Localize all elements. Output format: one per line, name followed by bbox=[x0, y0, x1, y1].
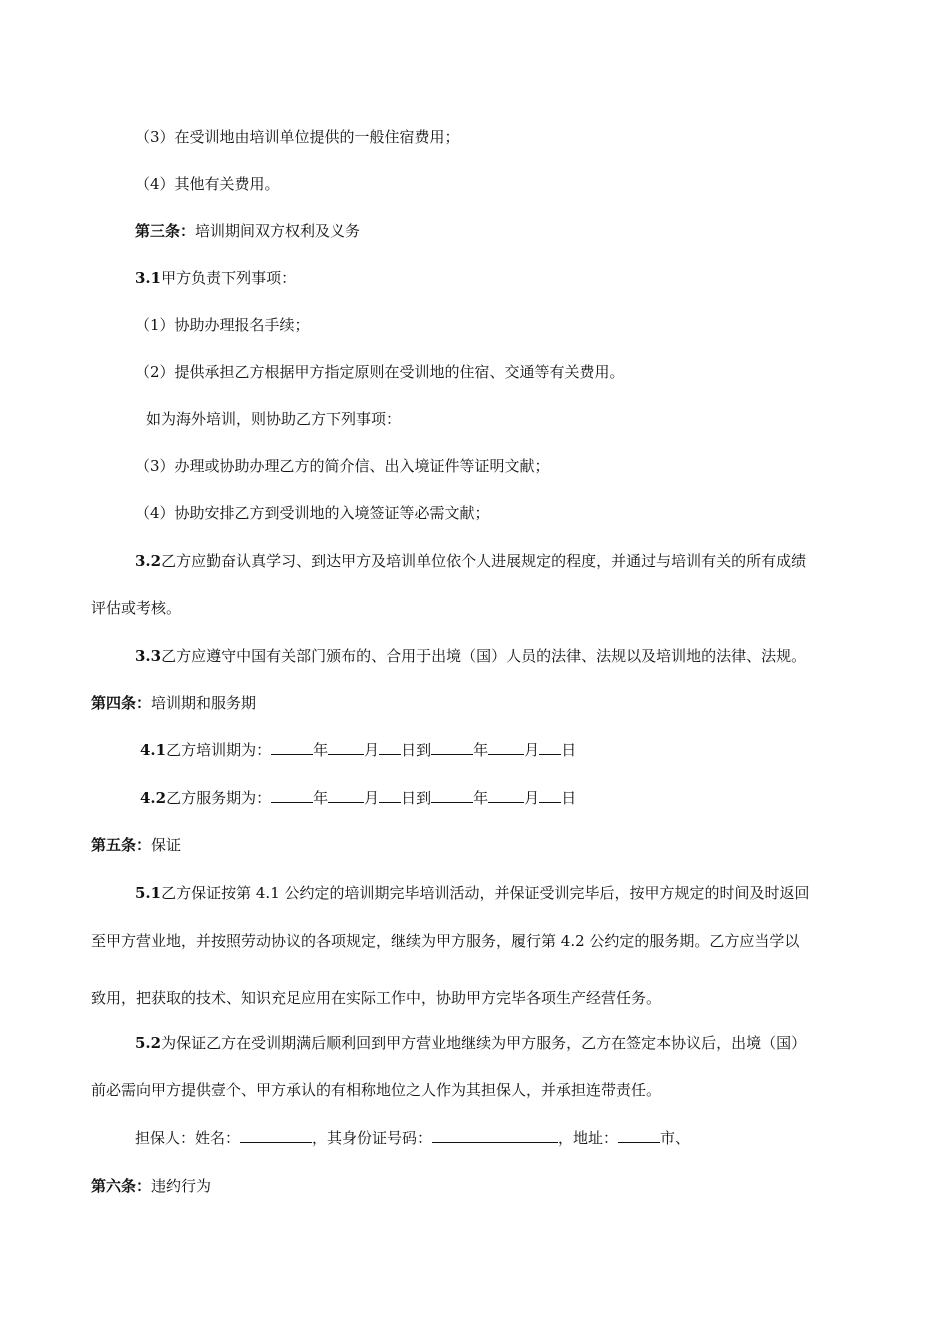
clause-3-3 bbox=[135, 646, 806, 666]
blank-field bbox=[488, 788, 524, 803]
month-label: 月 bbox=[364, 741, 380, 759]
clause-4-1-text: 乙方培训期为： bbox=[166, 741, 272, 759]
clause-5-2 bbox=[135, 1033, 806, 1053]
clause-5-2-text: 为保证乙方在受训期满后顺利回到甲方营业地继续为甲方服务，乙方在签定本协议后，出境（国） bbox=[161, 1034, 807, 1052]
clause-5-2-continued: 前必需向甲方提供壹个、甲方承认的有相称地位之人作为其担保人，并承担连带责任。 bbox=[91, 1081, 662, 1099]
clause-5-2-number: 5.2 bbox=[135, 1034, 162, 1052]
guarantor-name-label: 担保人：姓名： bbox=[135, 1129, 241, 1147]
blank-field bbox=[431, 740, 473, 755]
article-6-title: 违约行为 bbox=[151, 1177, 212, 1195]
clause-4-2-text: 乙方服务期为： bbox=[166, 789, 272, 807]
blank-field bbox=[328, 788, 364, 803]
blank-field bbox=[539, 788, 561, 803]
year-label: 年 bbox=[313, 741, 329, 759]
clause-5-1-number: 5.1 bbox=[135, 884, 162, 902]
blank-field bbox=[328, 740, 364, 755]
article-3-title: 培训期间双方权利及义务 bbox=[195, 222, 361, 240]
clause-4-2-number: 4.2 bbox=[140, 789, 167, 807]
blank-field bbox=[539, 740, 561, 755]
month-label: 月 bbox=[364, 789, 380, 807]
duty-item-4: （4）协助安排乙方到受训地的入境签证等必需文献； bbox=[135, 504, 490, 522]
blank-field bbox=[379, 788, 401, 803]
guarantor-address-label: ，地址： bbox=[558, 1129, 619, 1147]
guarantor-city-blank bbox=[618, 1128, 660, 1143]
article-3-heading bbox=[135, 221, 360, 241]
fee-item-4: （4）其他有关费用。 bbox=[135, 175, 280, 193]
blank-field bbox=[271, 740, 313, 755]
clause-5-1-text: 乙方保证按第 4.1 公约定的培训期完毕培训活动，并保证受训完毕后，按甲方规定的时间及时返回 bbox=[161, 884, 810, 902]
clause-3-1 bbox=[135, 268, 296, 288]
clause-4-1-number: 4.1 bbox=[140, 741, 167, 759]
year-label: 年 bbox=[473, 741, 489, 759]
blank-field bbox=[488, 740, 524, 755]
clause-3-2-text: 乙方应勤奋认真学习、到达甲方及培训单位依个人进展规定的程度，并通过与培训有关的所有成绩 bbox=[161, 552, 807, 570]
guarantor-id-blank bbox=[432, 1128, 558, 1143]
clause-3-2 bbox=[135, 551, 806, 571]
clause-5-1 bbox=[135, 883, 810, 903]
year-label: 年 bbox=[473, 789, 489, 807]
article-4-heading bbox=[91, 693, 256, 713]
article-4-title: 培训期和服务期 bbox=[151, 694, 257, 712]
duty-item-1: （1）协助办理报名手续； bbox=[135, 316, 310, 334]
duty-item-2: （2）提供承担乙方根据甲方指定原则在受训地的住宿、交通等有关费用。 bbox=[135, 363, 625, 381]
article-6-label: 第六条： bbox=[91, 1177, 152, 1195]
day-label: 日 bbox=[561, 741, 577, 759]
year-label: 年 bbox=[313, 789, 329, 807]
blank-field bbox=[431, 788, 473, 803]
clause-3-3-number: 3.3 bbox=[135, 647, 162, 665]
blank-field bbox=[379, 740, 401, 755]
article-5-label: 第五条： bbox=[91, 836, 152, 854]
clause-5-1-continued-1: 至甲方营业地，并按照劳动协议的各项规定，继续为甲方服务，履行第 4.2 公约定的服务期。乙方应当学以 bbox=[91, 932, 800, 950]
blank-field bbox=[271, 788, 313, 803]
clause-3-1-number: 3.1 bbox=[135, 269, 162, 287]
article-4-label: 第四条： bbox=[91, 694, 152, 712]
clause-3-2-number: 3.2 bbox=[135, 552, 162, 570]
clause-4-1 bbox=[140, 740, 576, 760]
month-label: 月 bbox=[524, 741, 540, 759]
clause-3-3-text: 乙方应遵守中国有关部门颁布的、合用于出境（国）人员的法律、法规以及培训地的法律、法规。 bbox=[161, 647, 807, 665]
guarantor-name-blank bbox=[240, 1128, 312, 1143]
clause-3-1-text: 甲方负责下列事项： bbox=[161, 269, 297, 287]
clause-5-1-continued-2: 致用，把获取的技术、知识充足应用在实际工作中，协助甲方完毕各项生产经营任务。 bbox=[91, 989, 662, 1007]
day-label: 日 bbox=[561, 789, 577, 807]
clause-4-2 bbox=[140, 788, 576, 808]
clause-3-2-continued: 评估或考核。 bbox=[91, 599, 182, 617]
article-6-heading bbox=[91, 1176, 211, 1196]
overseas-note: 如为海外培训，则协助乙方下列事项： bbox=[146, 410, 402, 428]
day-to-label: 日到 bbox=[401, 789, 432, 807]
guarantor-city-label: 市、 bbox=[660, 1129, 691, 1147]
article-5-heading bbox=[91, 835, 181, 855]
duty-item-3: （3）办理或协助办理乙方的简介信、出入境证件等证明文献； bbox=[135, 457, 550, 475]
guarantor-id-label: ，其身份证号码： bbox=[312, 1129, 433, 1147]
article-3-label: 第三条： bbox=[135, 222, 196, 240]
month-label: 月 bbox=[524, 789, 540, 807]
fee-item-3: （3）在受训地由培训单位提供的一般住宿费用； bbox=[135, 128, 460, 146]
day-to-label: 日到 bbox=[401, 741, 432, 759]
guarantor-line bbox=[135, 1128, 690, 1148]
article-5-title: 保证 bbox=[151, 836, 182, 854]
